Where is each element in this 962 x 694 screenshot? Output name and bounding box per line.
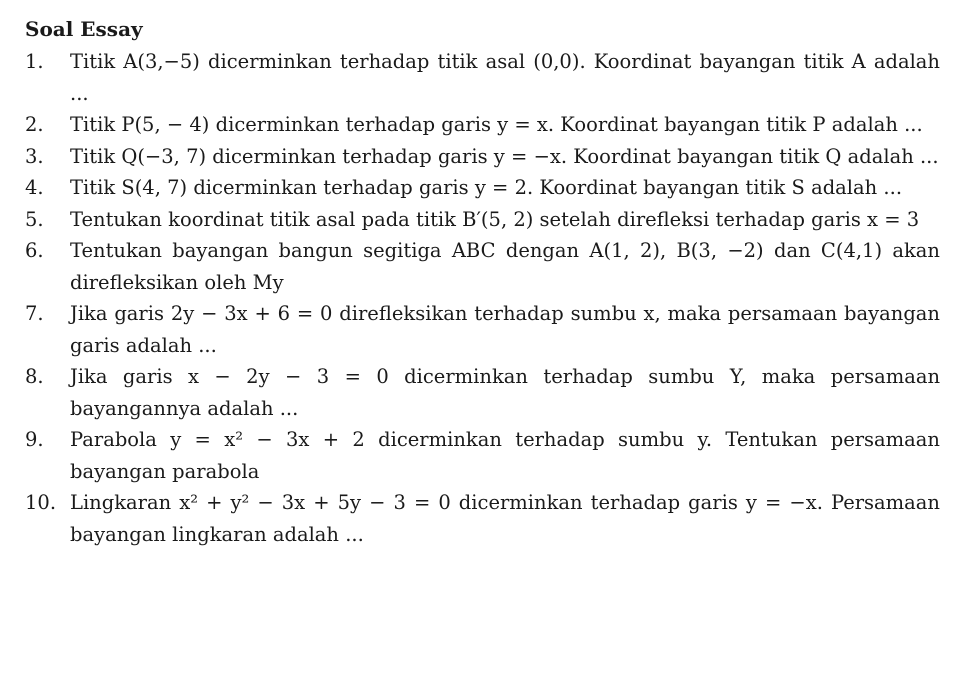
question-item <box>0 361 962 424</box>
question-text: Jika garis x − 2y − 3 = 0 dicerminkan terhadap sumbu Y, maka persamaan bayangannya adalah ... <box>70 365 940 420</box>
question-item <box>0 235 962 298</box>
question-item <box>0 298 962 361</box>
question-text: Titik A(3,−5) dicerminkan terhadap titik asal (0,0). Koordinat bayangan titik A adalah ... <box>70 50 940 105</box>
question-number: 9. <box>25 428 44 451</box>
question-item <box>0 204 962 236</box>
question-number: 3. <box>25 144 44 168</box>
question-text: Tentukan koordinat titik asal pada titik B′(5, 2) setelah direfleksi terhadap garis x = 3 <box>70 207 920 231</box>
question-number: 6. <box>25 239 44 262</box>
question-number: 8. <box>25 365 44 388</box>
question-text: Parabola y = x² − 3x + 2 dicerminkan terhadap sumbu y. Tentukan persamaan bayangan parabola <box>70 428 940 483</box>
question-item <box>0 487 962 550</box>
question-number: 7. <box>25 302 44 325</box>
question-text: Jika garis 2y − 3x + 6 = 0 direfleksikan terhadap sumbu x, maka persamaan bayangan garis adalah ... <box>70 302 940 357</box>
question-text: Lingkaran x² + y² − 3x + 5y − 3 = 0 dicerminkan terhadap garis y = −x. Persamaan bayangan lingkaran adalah ... <box>70 491 940 546</box>
question-number: 2. <box>25 113 44 136</box>
question-text: Titik P(5, − 4) dicerminkan terhadap garis y = x. Koordinat bayangan titik P adalah ... <box>70 113 923 136</box>
question-number: 1. <box>25 50 44 73</box>
question-number: 10. <box>25 491 57 514</box>
question-item <box>0 424 962 487</box>
question-text: Tentukan bayangan bangun segitiga ABC dengan A(1, 2), B(3, −2) dan C(4,1) akan direfleksikan oleh My <box>70 239 940 294</box>
document-title: Soal Essay <box>25 17 143 41</box>
question-item <box>0 109 962 141</box>
question-item <box>0 172 962 204</box>
question-number: 4. <box>25 176 44 199</box>
question-number: 5. <box>25 207 44 231</box>
question-item <box>0 46 962 109</box>
question-list <box>0 46 962 550</box>
question-item <box>0 141 962 173</box>
question-text: Titik S(4, 7) dicerminkan terhadap garis y = 2. Koordinat bayangan titik S adalah ... <box>70 176 903 199</box>
question-text: Titik Q(−3, 7) dicerminkan terhadap garis y = −x. Koordinat bayangan titik Q adalah ... <box>70 144 939 168</box>
